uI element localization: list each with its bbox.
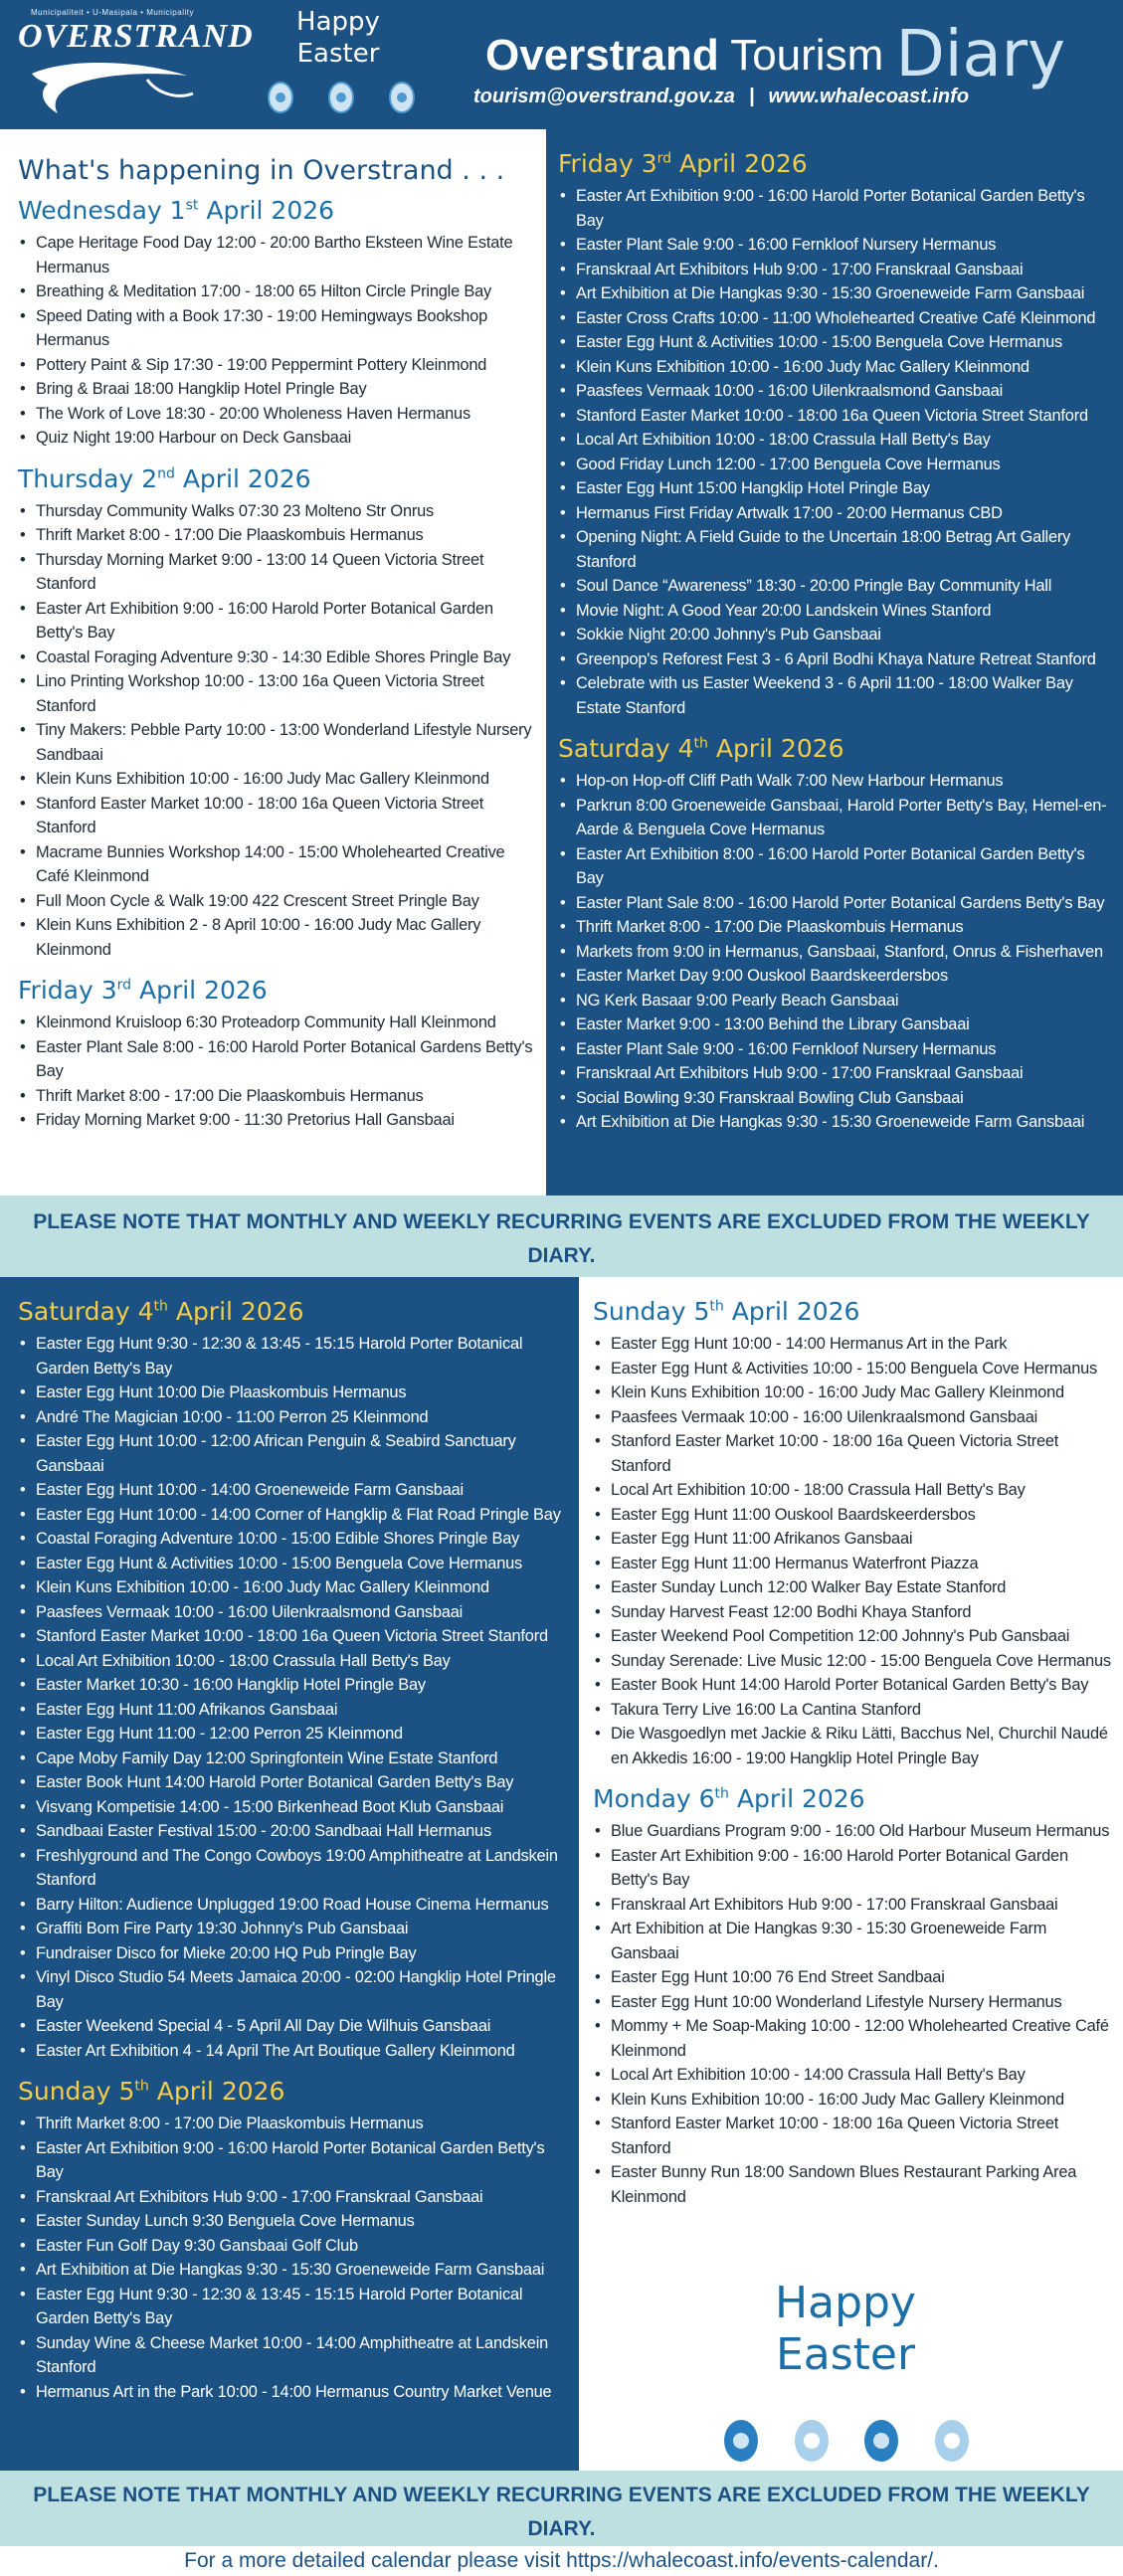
event-item: • Sunday Harvest Feast 12:00 Bodhi Khaya Stanford bbox=[593, 1600, 1111, 1625]
event-item: • Easter Egg Hunt & Activities 10:00 - 15:00 Benguela Cove Hermanus bbox=[593, 1357, 1111, 1381]
week1-right-column bbox=[546, 129, 1123, 1196]
event-item: • NG Kerk Basaar 9:00 Pearly Beach Gansbaai bbox=[558, 989, 1111, 1013]
event-item: • Sokkie Night 20:00 Johnny's Pub Gansbaai bbox=[558, 623, 1111, 647]
whale-tail-icon bbox=[28, 54, 197, 117]
event-item: • Paasfees Vermaak 10:00 - 16:00 Uilenkraalsmond Gansbaai bbox=[593, 1405, 1111, 1430]
event-item: • Easter Market 10:30 - 16:00 Hangklip Hotel Pringle Bay bbox=[18, 1673, 567, 1698]
event-item: • Coastal Foraging Adventure 9:30 - 14:30 Edible Shores Pringle Bay bbox=[18, 645, 534, 670]
event-item: • Sunday Serenade: Live Music 12:00 - 15:00 Benguela Cove Hermanus bbox=[593, 1649, 1111, 1674]
contact-website[interactable]: www.whalecoast.info bbox=[768, 86, 970, 107]
event-item: • Sandbaai Easter Festival 15:00 - 20:00 Sandbaai Hall Hermanus bbox=[18, 1819, 567, 1844]
event-item: • Hop-on Hop-off Cliff Path Walk 7:00 New Harbour Hermanus bbox=[558, 769, 1111, 794]
event-item: • Macrame Bunnies Workshop 14:00 - 15:00 Wholehearted Creative Café Kleinmond bbox=[18, 840, 534, 889]
event-list bbox=[18, 1011, 534, 1133]
easter-egg-icon bbox=[793, 2417, 831, 2463]
event-item: • Thursday Community Walks 07:30 23 Molteno Str Onrus bbox=[18, 499, 534, 524]
event-item: • Movie Night: A Good Year 20:00 Landskein Wines Stanford bbox=[558, 599, 1111, 624]
event-item: • Klein Kuns Exhibition 10:00 - 16:00 Judy Mac Gallery Kleinmond bbox=[18, 767, 534, 792]
event-item: • Blue Guardians Program 9:00 - 16:00 Old Harbour Museum Hermanus bbox=[593, 1819, 1111, 1844]
event-item: • Easter Egg Hunt 10:00 - 12:00 African Penguin & Seabird Sanctuary Gansbaai bbox=[18, 1429, 567, 1478]
event-item: • Sunday Wine & Cheese Market 10:00 - 14:00 Amphitheatre at Landskein Stanford bbox=[18, 2331, 567, 2380]
event-item: • Greenpop's Reforest Fest 3 - 6 April Bodhi Khaya Nature Retreat Stanford bbox=[558, 647, 1111, 672]
title-script: Diary bbox=[895, 18, 1065, 92]
event-item: • Thrift Market 8:00 - 17:00 Die Plaaskombuis Hermanus bbox=[18, 2112, 567, 2136]
event-item: • Easter Egg Hunt 9:30 - 12:30 & 13:45 - 15:15 Harold Porter Botanical Garden Betty's Bay bbox=[18, 1332, 567, 1380]
event-item: • Thursday Morning Market 9:00 - 13:00 14 Queen Victoria Street Stanford bbox=[18, 548, 534, 597]
day-heading: Friday 3rd April 2026 bbox=[558, 149, 808, 178]
event-item: • Easter Fun Golf Day 9:30 Gansbaai Golf Club bbox=[18, 2234, 567, 2259]
title-bold: Overstrand bbox=[485, 31, 719, 80]
event-item: • Easter Book Hunt 14:00 Harold Porter Botanical Garden Betty's Bay bbox=[18, 1770, 567, 1795]
event-list bbox=[18, 231, 534, 451]
event-item: • Klein Kuns Exhibition 10:00 - 16:00 Judy Mac Gallery Kleinmond bbox=[18, 1575, 567, 1600]
event-item: • Graffiti Bom Fire Party 19:30 Johnny's Pub Gansbaai bbox=[18, 1917, 567, 1941]
event-item: • Klein Kuns Exhibition 10:00 - 16:00 Judy Mac Gallery Kleinmond bbox=[593, 1380, 1111, 1405]
event-item: • Art Exhibition at Die Hangkas 9:30 - 15:30 Groeneweide Farm Gansbaai bbox=[593, 1917, 1111, 1965]
event-item: • Paasfees Vermaak 10:00 - 16:00 Uilenkraalsmond Gansbaai bbox=[558, 379, 1111, 404]
event-item: • Easter Sunday Lunch 12:00 Walker Bay Estate Stanford bbox=[593, 1575, 1111, 1600]
event-item: • Celebrate with us Easter Weekend 3 - 6 April 11:00 - 18:00 Walker Bay Estate Stanford bbox=[558, 671, 1111, 720]
event-item: • Easter Plant Sale 8:00 - 16:00 Harold Porter Botanical Gardens Betty's Bay bbox=[18, 1035, 534, 1084]
event-item: • Franskraal Art Exhibitors Hub 9:00 - 17:00 Franskraal Gansbaai bbox=[593, 1893, 1111, 1918]
event-item: • Easter Egg Hunt 15:00 Hangklip Hotel Pringle Bay bbox=[558, 476, 1111, 501]
event-item: • Lino Printing Workshop 10:00 - 13:00 16a Queen Victoria Street Stanford bbox=[18, 669, 534, 718]
happy-easter-footer: Happy Easter bbox=[775, 2278, 916, 2380]
event-item: • Stanford Easter Market 10:00 - 18:00 16a Queen Victoria Street Stanford bbox=[18, 1624, 567, 1649]
day-heading: Wednesday 1st April 2026 bbox=[18, 196, 335, 225]
event-item: • Social Bowling 9:30 Franskraal Bowling Club Gansbaai bbox=[558, 1086, 1111, 1111]
day-heading: Sunday 5th April 2026 bbox=[18, 2077, 285, 2106]
event-item: • Fundraiser Disco for Mieke 20:00 HQ Pub Pringle Bay bbox=[18, 1941, 567, 1966]
contact-line bbox=[473, 86, 969, 108]
week2-left-column bbox=[0, 1277, 579, 2471]
event-list bbox=[593, 1819, 1111, 2209]
event-list bbox=[18, 2112, 567, 2404]
event-list bbox=[558, 769, 1111, 1135]
event-item: • Easter Egg Hunt 11:00 Hermanus Waterfront Piazza bbox=[593, 1552, 1111, 1576]
event-item: • Easter Cross Crafts 10:00 - 11:00 Wholehearted Creative Café Kleinmond bbox=[558, 306, 1111, 331]
event-item: • Hermanus First Friday Artwalk 17:00 - 20:00 Hermanus CBD bbox=[558, 501, 1111, 526]
event-item: • Klein Kuns Exhibition 10:00 - 16:00 Judy Mac Gallery Kleinmond bbox=[558, 355, 1111, 380]
event-item: • Opening Night: A Field Guide to the Uncertain 18:00 Betrag Art Gallery Stanford bbox=[558, 525, 1111, 574]
event-item: • Easter Art Exhibition 9:00 - 16:00 Harold Porter Botanical Garden Betty's Bay bbox=[18, 597, 534, 645]
event-item: • Franskraal Art Exhibitors Hub 9:00 - 17:00 Franskraal Gansbaai bbox=[558, 258, 1111, 282]
event-item: • Easter Egg Hunt 10:00 - 14:00 Corner of Hangklip & Flat Road Pringle Bay bbox=[18, 1503, 567, 1528]
event-item: • Thrift Market 8:00 - 17:00 Die Plaaskombuis Hermanus bbox=[558, 915, 1111, 940]
event-item: • Takura Terry Live 16:00 La Cantina Stanford bbox=[593, 1698, 1111, 1723]
event-item: • Easter Egg Hunt 10:00 - 14:00 Hermanus Art in the Park bbox=[593, 1332, 1111, 1357]
event-item: • Local Art Exhibition 10:00 - 14:00 Crassula Hall Betty's Bay bbox=[593, 2063, 1111, 2088]
event-item: • Easter Egg Hunt 10:00 - 14:00 Groeneweide Farm Gansbaai bbox=[18, 1478, 567, 1503]
event-item: • Full Moon Cycle & Walk 19:00 422 Crescent Street Pringle Bay bbox=[18, 889, 534, 914]
event-item: • Art Exhibition at Die Hangkas 9:30 - 15:30 Groeneweide Farm Gansbaai bbox=[18, 2258, 567, 2283]
event-item: • Good Friday Lunch 12:00 - 17:00 Benguela Cove Hermanus bbox=[558, 453, 1111, 477]
event-item: • Speed Dating with a Book 17:30 - 19:00 Hemingways Bookshop Hermanus bbox=[18, 304, 534, 353]
easter-egg-icon bbox=[862, 2417, 900, 2463]
week1-left-column bbox=[0, 129, 546, 1196]
event-item: • Art Exhibition at Die Hangkas 9:30 - 15:30 Groeneweide Farm Gansbaai bbox=[558, 1110, 1111, 1135]
event-item: • Breathing & Meditation 17:00 - 18:00 65 Hilton Circle Pringle Bay bbox=[18, 279, 534, 304]
event-item: • Easter Egg Hunt 11:00 Afrikanos Gansbaai bbox=[593, 1527, 1111, 1552]
event-item: • Kleinmond Kruisloop 6:30 Proteadorp Community Hall Kleinmond bbox=[18, 1011, 534, 1035]
event-item: • Easter Egg Hunt 11:00 - 12:00 Perron 25 Kleinmond bbox=[18, 1722, 567, 1747]
event-item: • Easter Book Hunt 14:00 Harold Porter Botanical Garden Betty's Bay bbox=[593, 1673, 1111, 1698]
event-item: • Easter Art Exhibition 8:00 - 16:00 Harold Porter Botanical Garden Betty's Bay bbox=[558, 842, 1111, 891]
day-heading: Friday 3rd April 2026 bbox=[18, 976, 268, 1005]
easter-egg-icon bbox=[267, 80, 294, 113]
event-item: • Easter Art Exhibition 9:00 - 16:00 Harold Porter Botanical Garden Betty's Bay bbox=[558, 184, 1111, 233]
event-item: • Tiny Makers: Pebble Party 10:00 - 13:00 Wonderland Lifestyle Nursery Sandbaai bbox=[18, 718, 534, 767]
easter-eggs-footer bbox=[722, 2417, 971, 2463]
event-item: • Easter Art Exhibition 9:00 - 16:00 Harold Porter Botanical Garden Betty's Bay bbox=[593, 1844, 1111, 1893]
day-heading: Saturday 4th April 2026 bbox=[18, 1297, 304, 1326]
event-item: • Visvang Kompetisie 14:00 - 15:00 Birkenhead Boot Klub Gansbaai bbox=[18, 1795, 567, 1820]
event-item: • Easter Egg Hunt & Activities 10:00 - 15:00 Benguela Cove Hermanus bbox=[18, 1552, 567, 1576]
event-item: • Easter Sunday Lunch 9:30 Benguela Cove Hermanus bbox=[18, 2209, 567, 2234]
event-item: • Paasfees Vermaak 10:00 - 16:00 Uilenkraalsmond Gansbaai bbox=[18, 1600, 567, 1625]
event-item: • Friday Morning Market 9:00 - 11:30 Pretorius Hall Gansbaai bbox=[18, 1108, 534, 1133]
event-item: • Parkrun 8:00 Groeneweide Gansbaai, Harold Porter Betty's Bay, Hemel-en-Aarde & Benguela Cove Hermanus bbox=[558, 794, 1111, 842]
event-item: • Thrift Market 8:00 - 17:00 Die Plaaskombuis Hermanus bbox=[18, 1084, 534, 1109]
day-heading: Thursday 2nd April 2026 bbox=[18, 463, 311, 493]
event-item: • Pottery Paint & Sip 17:30 - 19:00 Peppermint Pottery Kleinmond bbox=[18, 353, 534, 378]
contact-email[interactable]: tourism@overstrand.gov.za bbox=[473, 86, 735, 107]
day-heading: Sunday 5th April 2026 bbox=[593, 1297, 860, 1326]
event-item: • Easter Egg Hunt 10:00 Die Plaaskombuis Hermanus bbox=[18, 1380, 567, 1405]
event-item: • Easter Art Exhibition 9:00 - 16:00 Harold Porter Botanical Garden Betty's Bay bbox=[18, 2136, 567, 2185]
event-item: • Local Art Exhibition 10:00 - 18:00 Crassula Hall Betty's Bay bbox=[18, 1649, 567, 1674]
event-item: • Die Wasgoedlyn met Jackie & Riku Lätti, Bacchus Nel, Churchil Naudé en Akkedis 16:00 - 19:00 Hangklip Hotel Pringle Bay bbox=[593, 1722, 1111, 1770]
recurring-events-notice bbox=[0, 1196, 1123, 1277]
notice-line1: PLEASE NOTE THAT MONTHLY AND WEEKLY RECURRING EVENTS ARE EXCLUDED FROM THE WEEKLY DIARY. bbox=[33, 1210, 1090, 1267]
event-item: • André The Magician 10:00 - 11:00 Perron 25 Kleinmond bbox=[18, 1405, 567, 1430]
event-item: • Easter Plant Sale 9:00 - 16:00 Fernkloof Nursery Hermanus bbox=[558, 233, 1111, 258]
event-item: • The Work of Love 18:30 - 20:00 Wholeness Haven Hermanus bbox=[18, 402, 534, 427]
day-heading: Saturday 4th April 2026 bbox=[558, 734, 844, 763]
diary-header bbox=[0, 0, 1123, 129]
event-item: • Easter Egg Hunt 9:30 - 12:30 & 13:45 - 15:15 Harold Porter Botanical Garden Betty's Bay bbox=[18, 2283, 567, 2331]
event-item: • Klein Kuns Exhibition 10:00 - 16:00 Judy Mac Gallery Kleinmond bbox=[593, 2088, 1111, 2113]
event-list bbox=[18, 1332, 567, 2063]
event-item: • Easter Egg Hunt 11:00 Afrikanos Gansbaai bbox=[18, 1698, 567, 1723]
event-item: • Thrift Market 8:00 - 17:00 Die Plaaskombuis Hermanus bbox=[18, 523, 534, 548]
overstrand-logo[interactable] bbox=[18, 8, 254, 117]
event-item: • Stanford Easter Market 10:00 - 18:00 16a Queen Victoria Street Stanford bbox=[593, 1429, 1111, 1478]
event-item: • Easter Weekend Pool Competition 12:00 Johnny's Pub Gansbaai bbox=[593, 1624, 1111, 1649]
event-item: • Local Art Exhibition 10:00 - 18:00 Crassula Hall Betty's Bay bbox=[558, 428, 1111, 453]
easter-eggs-header bbox=[267, 80, 416, 113]
easter-egg-icon bbox=[388, 80, 416, 113]
happy-easter-header: Happy Easter bbox=[296, 7, 380, 69]
event-item: • Easter Egg Hunt 10:00 Wonderland Lifestyle Nursery Hermanus bbox=[593, 1990, 1111, 2015]
logo-tagline: Municipaliteit • U-Masipala • Municipality bbox=[31, 8, 194, 17]
event-item: • Vinyl Disco Studio 54 Meets Jamaica 20:00 - 02:00 Hangklip Hotel Pringle Bay bbox=[18, 1965, 567, 2014]
event-item: • Stanford Easter Market 10:00 - 18:00 16a Queen Victoria Street Stanford bbox=[558, 404, 1111, 429]
event-item: • Cape Moby Family Day 12:00 Springfontein Wine Estate Stanford bbox=[18, 1747, 567, 1771]
event-list bbox=[593, 1332, 1111, 1770]
recurring-events-notice-footer bbox=[0, 2471, 1123, 2572]
event-item: • Mommy + Me Soap-Making 10:00 - 12:00 Wholehearted Creative Café Kleinmond bbox=[593, 2014, 1111, 2063]
event-item: • Local Art Exhibition 10:00 - 18:00 Crassula Hall Betty's Bay bbox=[593, 1478, 1111, 1503]
event-item: • Easter Market Day 9:00 Ouskool Baardskeerdersbos bbox=[558, 964, 1111, 989]
event-item: • Klein Kuns Exhibition 2 - 8 April 10:00 - 16:00 Judy Mac Gallery Kleinmond bbox=[18, 913, 534, 962]
event-item: • Franskraal Art Exhibitors Hub 9:00 - 17:00 Franskraal Gansbaai bbox=[558, 1061, 1111, 1086]
event-item: • Barry Hilton: Audience Unplugged 19:00 Road House Cinema Hermanus bbox=[18, 1893, 567, 1918]
event-item: • Easter Art Exhibition 4 - 14 April The Art Boutique Gallery Kleinmond bbox=[18, 2039, 567, 2064]
easter-egg-icon bbox=[933, 2417, 971, 2463]
event-item: • Easter Market 9:00 - 13:00 Behind the Library Gansbaai bbox=[558, 1012, 1111, 1037]
day-heading: Monday 6th April 2026 bbox=[593, 1784, 865, 1813]
section-intro: What's happening in Overstrand . . . bbox=[18, 155, 505, 186]
notice-line1: PLEASE NOTE THAT MONTHLY AND WEEKLY RECURRING EVENTS ARE EXCLUDED FROM THE WEEKLY DIARY. bbox=[33, 2484, 1090, 2540]
event-item: • Stanford Easter Market 10:00 - 18:00 16a Queen Victoria Street Stanford bbox=[18, 792, 534, 840]
event-list bbox=[18, 499, 534, 963]
event-item: • Easter Egg Hunt 10:00 76 End Street Sandbaai bbox=[593, 1965, 1111, 1990]
page-title bbox=[485, 18, 1065, 92]
easter-egg-icon bbox=[327, 80, 355, 113]
event-item: • Stanford Easter Market 10:00 - 18:00 16a Queen Victoria Street Stanford bbox=[593, 2112, 1111, 2160]
event-item: • Easter Bunny Run 18:00 Sandown Blues Restaurant Parking Area Kleinmond bbox=[593, 2160, 1111, 2209]
event-item: • Cape Heritage Food Day 12:00 - 20:00 Bartho Eksteen Wine Estate Hermanus bbox=[18, 231, 534, 279]
event-item: • Easter Egg Hunt & Activities 10:00 - 15:00 Benguela Cove Hermanus bbox=[558, 330, 1111, 355]
event-item: • Hermanus Art in the Park 10:00 - 14:00 Hermanus Country Market Venue bbox=[18, 2380, 567, 2405]
title-regular: Tourism bbox=[730, 31, 884, 80]
event-item: • Art Exhibition at Die Hangkas 9:30 - 15:30 Groeneweide Farm Gansbaai bbox=[558, 281, 1111, 306]
event-item: • Easter Egg Hunt 11:00 Ouskool Baardskeerdersbos bbox=[593, 1503, 1111, 1528]
event-item: • Easter Plant Sale 8:00 - 16:00 Harold Porter Botanical Gardens Betty's Bay bbox=[558, 891, 1111, 916]
contact-separator: | bbox=[748, 86, 755, 107]
easter-egg-icon bbox=[722, 2417, 760, 2463]
event-item: • Easter Weekend Special 4 - 5 April All Day Die Wilhuis Gansbaai bbox=[18, 2014, 567, 2039]
event-item: • Coastal Foraging Adventure 10:00 - 15:00 Edible Shores Pringle Bay bbox=[18, 1527, 567, 1552]
event-item: • Freshlyground and The Congo Cowboys 19:00 Amphitheatre at Landskein Stanford bbox=[18, 1844, 567, 1893]
event-item: • Bring & Braai 18:00 Hangklip Hotel Pringle Bay bbox=[18, 377, 534, 402]
event-item: • Markets from 9:00 in Hermanus, Gansbaai, Stanford, Onrus & Fisherhaven bbox=[558, 940, 1111, 965]
logo-wordmark: OVERSTRAND bbox=[18, 18, 254, 55]
notice-line2[interactable]: For a more detailed calendar please visit https://whalecoast.info/events-calendar/. bbox=[184, 2549, 939, 2572]
event-item: • Franskraal Art Exhibitors Hub 9:00 - 17:00 Franskraal Gansbaai bbox=[18, 2185, 567, 2210]
event-item: • Quiz Night 19:00 Harbour on Deck Gansbaai bbox=[18, 426, 534, 451]
event-item: • Easter Plant Sale 9:00 - 16:00 Fernkloof Nursery Hermanus bbox=[558, 1037, 1111, 1062]
event-list bbox=[558, 184, 1111, 720]
event-item: • Soul Dance “Awareness” 18:30 - 20:00 Pringle Bay Community Hall bbox=[558, 574, 1111, 599]
